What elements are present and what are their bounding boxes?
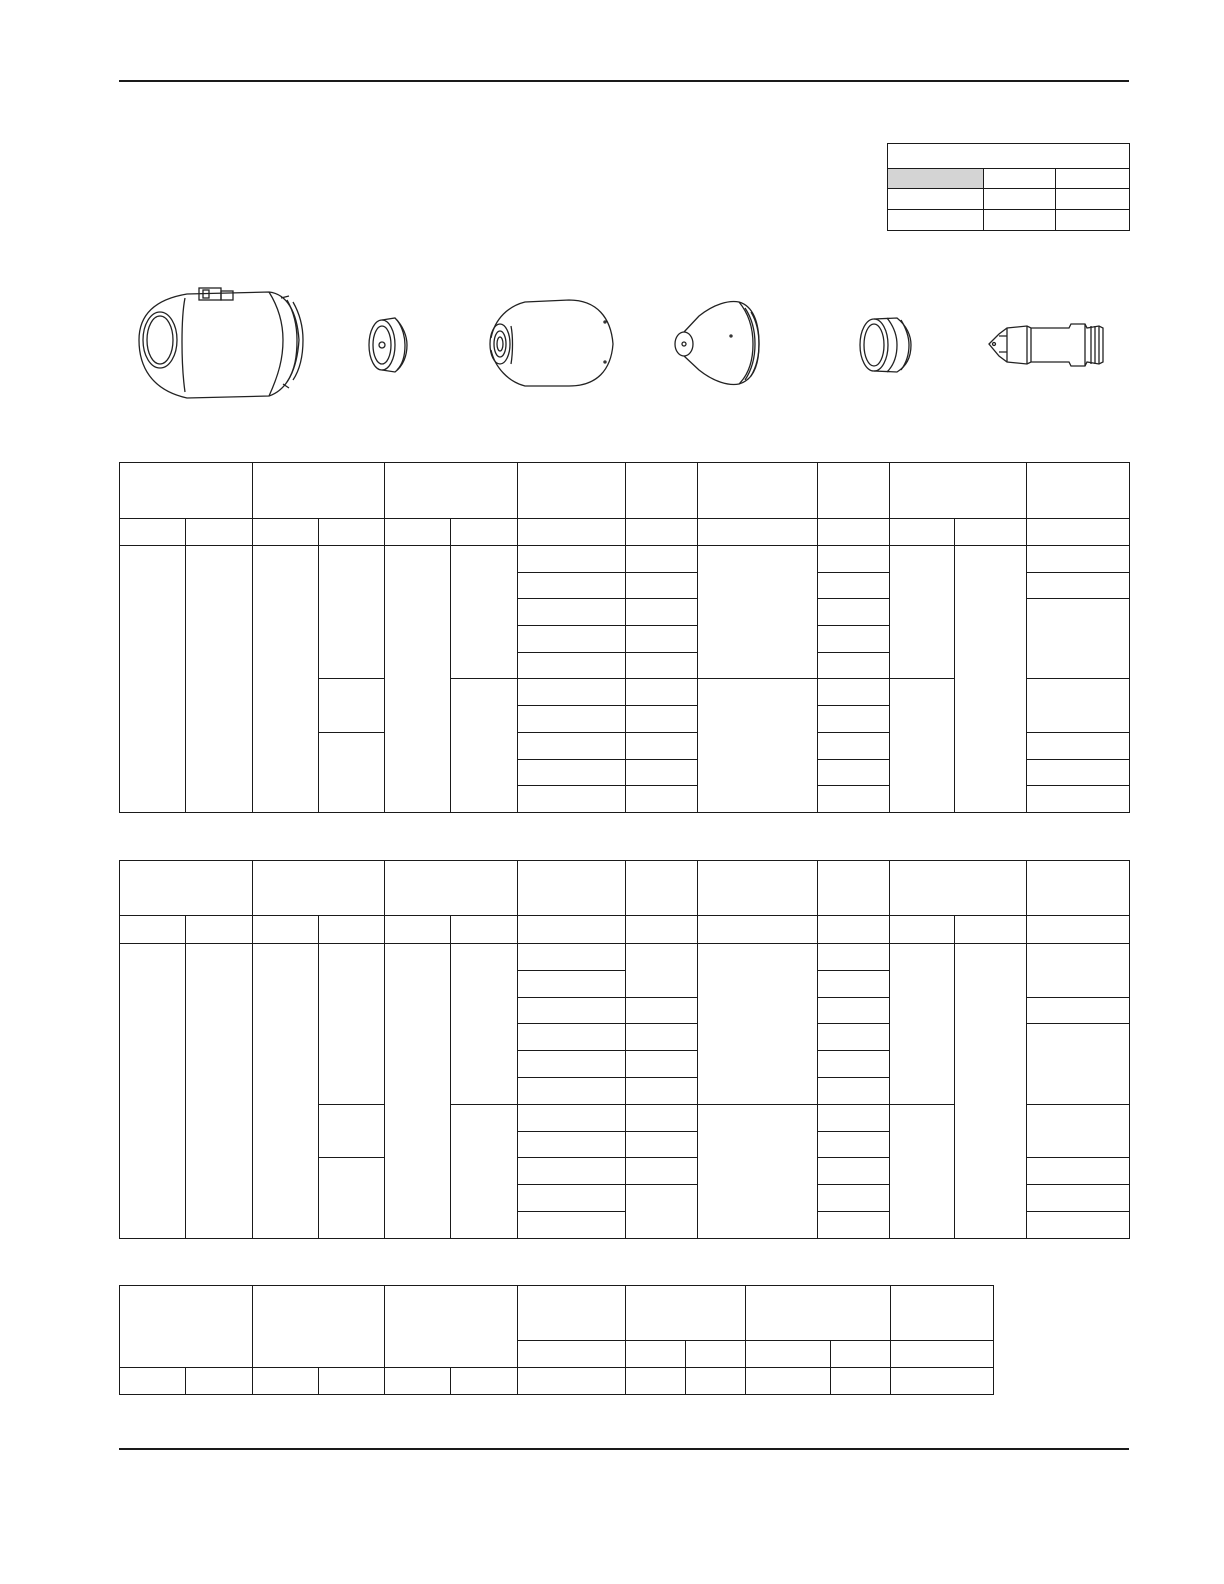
- legend-cell: [1056, 169, 1130, 189]
- header-cell: [1027, 861, 1130, 916]
- subheader-cell: [955, 916, 1027, 944]
- data-cell: [818, 970, 890, 997]
- data-cell: [626, 599, 698, 626]
- shield-cap-icon: [369, 318, 407, 372]
- data-cell: [319, 1368, 385, 1395]
- data-cell: [890, 944, 955, 1105]
- data-cell: [818, 1158, 890, 1185]
- data-cell: [698, 679, 818, 812]
- data-cell: [890, 679, 955, 812]
- data-cell: [831, 1368, 891, 1395]
- data-cell: [120, 546, 186, 813]
- legend-cell: [984, 189, 1056, 210]
- header-cell: [120, 861, 253, 916]
- data-cell: [626, 759, 698, 786]
- subheader-cell: [818, 519, 890, 546]
- data-cell: [818, 679, 890, 706]
- retaining-cap-icon: [490, 300, 613, 386]
- subheader-cell: [698, 916, 818, 944]
- shield-icon: [139, 288, 303, 398]
- data-cell: [818, 997, 890, 1024]
- data-cell: [626, 652, 698, 679]
- subheader-cell: [518, 519, 626, 546]
- legend-table-title: [888, 144, 1130, 169]
- legend-cell: [984, 169, 1056, 189]
- data-cell: [385, 944, 451, 1239]
- data-cell: [518, 1211, 626, 1238]
- data-cell: [253, 944, 319, 1239]
- data-cell: [890, 546, 955, 679]
- data-cell: [253, 546, 319, 813]
- data-cell: [818, 1077, 890, 1104]
- data-cell: [626, 1158, 698, 1185]
- data-cell: [518, 1131, 626, 1158]
- data-cell: [698, 546, 818, 679]
- data-cell: [1027, 1211, 1130, 1238]
- subheader-cell: [385, 519, 451, 546]
- data-cell: [518, 1104, 626, 1131]
- header-cell: [890, 463, 1027, 519]
- header-cell: [385, 861, 518, 916]
- data-cell: [818, 786, 890, 813]
- data-cell: [1027, 944, 1130, 998]
- data-cell: [818, 652, 890, 679]
- data-cell: [1027, 679, 1130, 732]
- subheader-cell: [319, 519, 385, 546]
- data-cell: [626, 732, 698, 759]
- data-cell: [451, 679, 518, 812]
- data-cell: [626, 546, 698, 573]
- data-cell: [319, 944, 385, 1105]
- legend-cell: [888, 210, 984, 231]
- header-cell: [626, 1286, 746, 1341]
- subheader-cell: [626, 1341, 686, 1368]
- data-cell: [818, 1131, 890, 1158]
- data-cell: [955, 546, 1027, 813]
- header-cell: [1027, 463, 1130, 519]
- data-cell: [818, 944, 890, 971]
- header-cell: [818, 463, 890, 519]
- data-cell: [451, 944, 518, 1105]
- data-cell: [385, 1368, 451, 1395]
- data-cell: [890, 1104, 955, 1238]
- data-cell: [518, 1077, 626, 1104]
- data-cell: [253, 1368, 319, 1395]
- data-cell: [518, 786, 626, 813]
- data-cell: [626, 1368, 686, 1395]
- subheader-cell: [451, 519, 518, 546]
- data-cell: [626, 997, 698, 1024]
- header-cell: [698, 861, 818, 916]
- data-cell: [818, 572, 890, 599]
- data-cell: [319, 732, 385, 812]
- data-cell: [626, 1051, 698, 1078]
- legend-cell: [1056, 210, 1130, 231]
- data-cell: [818, 1024, 890, 1051]
- subheader-cell: [120, 519, 186, 546]
- data-cell: [518, 1368, 626, 1395]
- header-cell: [385, 1286, 518, 1368]
- data-cell: [818, 732, 890, 759]
- data-cell: [518, 759, 626, 786]
- subheader-cell: [626, 916, 698, 944]
- data-cell: [451, 1368, 518, 1395]
- subheader-cell: [818, 916, 890, 944]
- data-cell: [1027, 786, 1130, 813]
- subheader-cell: [1027, 916, 1130, 944]
- data-cell: [120, 944, 186, 1239]
- subheader-cell: [831, 1341, 891, 1368]
- cut-chart-table-1: [119, 462, 1130, 813]
- data-cell: [1027, 1185, 1130, 1212]
- header-cell: [518, 463, 626, 519]
- subheader-cell: [385, 916, 451, 944]
- subheader-cell: [698, 519, 818, 546]
- data-cell: [818, 1185, 890, 1212]
- data-cell: [518, 732, 626, 759]
- data-cell: [626, 1104, 698, 1131]
- subheader-cell: [451, 916, 518, 944]
- data-cell: [626, 1024, 698, 1051]
- header-cell: [626, 463, 698, 519]
- parts-drawing: [119, 278, 1129, 408]
- subheader-cell: [253, 916, 319, 944]
- data-cell: [818, 759, 890, 786]
- subheader-cell: [955, 519, 1027, 546]
- data-cell: [626, 706, 698, 733]
- header-cell: [385, 463, 518, 519]
- data-cell: [451, 1104, 518, 1238]
- swirl-ring-icon: [860, 318, 911, 372]
- subheader-cell: [186, 519, 253, 546]
- data-cell: [955, 944, 1027, 1239]
- data-cell: [518, 970, 626, 997]
- subheader-cell: [1027, 519, 1130, 546]
- nozzle-icon: [675, 302, 759, 385]
- data-cell: [626, 1131, 698, 1158]
- data-cell: [518, 599, 626, 626]
- subheader-cell: [890, 519, 955, 546]
- data-cell: [518, 944, 626, 971]
- data-cell: [186, 1368, 253, 1395]
- header-cell: [253, 861, 385, 916]
- legend-cell: [888, 189, 984, 210]
- data-cell: [319, 1158, 385, 1238]
- data-cell: [818, 546, 890, 573]
- data-cell: [1027, 759, 1130, 786]
- header-cell: [120, 1286, 253, 1368]
- data-cell: [1027, 732, 1130, 759]
- data-cell: [698, 1104, 818, 1238]
- data-cell: [186, 546, 253, 813]
- subheader-cell: [253, 519, 319, 546]
- header-cell: [518, 1286, 626, 1341]
- header-cell: [518, 861, 626, 916]
- subheader-cell: [890, 916, 955, 944]
- subheader-cell: [120, 916, 186, 944]
- data-cell: [818, 626, 890, 653]
- legend-table: [887, 143, 1130, 231]
- electrode-icon: [989, 324, 1103, 366]
- data-cell: [518, 679, 626, 706]
- data-cell: [518, 1051, 626, 1078]
- footer-rule: [119, 1448, 1129, 1450]
- data-cell: [746, 1368, 831, 1395]
- data-cell: [518, 572, 626, 599]
- data-cell: [818, 599, 890, 626]
- data-cell: [626, 572, 698, 599]
- data-cell: [626, 626, 698, 653]
- subheader-cell: [626, 519, 698, 546]
- data-cell: [518, 1185, 626, 1212]
- header-cell: [626, 861, 698, 916]
- data-cell: [518, 626, 626, 653]
- data-cell: [1027, 997, 1130, 1024]
- legend-cell: [984, 210, 1056, 231]
- data-cell: [186, 944, 253, 1239]
- data-cell: [626, 944, 698, 998]
- subheader-cell: [518, 1341, 626, 1368]
- data-cell: [626, 1077, 698, 1104]
- subheader-cell: [186, 916, 253, 944]
- data-cell: [818, 706, 890, 733]
- consumable-parts-illustration: [119, 278, 1129, 408]
- header-cell: [891, 1286, 994, 1341]
- data-cell: [518, 1158, 626, 1185]
- header-rule: [119, 80, 1129, 82]
- data-cell: [626, 679, 698, 706]
- header-cell: [253, 1286, 385, 1368]
- subheader-cell: [891, 1341, 994, 1368]
- data-cell: [1027, 1024, 1130, 1104]
- data-cell: [1027, 1158, 1130, 1185]
- data-cell: [120, 1368, 186, 1395]
- data-cell: [319, 546, 385, 679]
- data-cell: [319, 1104, 385, 1158]
- data-cell: [518, 1024, 626, 1051]
- legend-cell: [888, 169, 984, 189]
- data-cell: [1027, 572, 1130, 599]
- data-cell: [626, 786, 698, 813]
- data-cell: [451, 546, 518, 679]
- subheader-cell: [746, 1341, 831, 1368]
- data-cell: [518, 706, 626, 733]
- subheader-cell: [518, 916, 626, 944]
- data-cell: [1027, 546, 1130, 573]
- cut-chart-table-3: [119, 1285, 994, 1395]
- cut-chart-table-2: [119, 860, 1130, 1239]
- data-cell: [698, 944, 818, 1105]
- data-cell: [518, 997, 626, 1024]
- subheader-cell: [319, 916, 385, 944]
- header-cell: [120, 463, 253, 519]
- data-cell: [1027, 1104, 1130, 1158]
- header-cell: [746, 1286, 891, 1341]
- data-cell: [385, 546, 451, 813]
- header-cell: [890, 861, 1027, 916]
- legend-cell: [1056, 189, 1130, 210]
- data-cell: [626, 1185, 698, 1239]
- data-cell: [818, 1211, 890, 1238]
- data-cell: [319, 679, 385, 732]
- subheader-cell: [686, 1341, 746, 1368]
- data-cell: [518, 546, 626, 573]
- data-cell: [518, 652, 626, 679]
- data-cell: [818, 1104, 890, 1131]
- data-cell: [818, 1051, 890, 1078]
- data-cell: [1027, 599, 1130, 679]
- header-cell: [698, 463, 818, 519]
- data-cell: [686, 1368, 746, 1395]
- data-cell: [891, 1368, 994, 1395]
- header-cell: [253, 463, 385, 519]
- header-cell: [818, 861, 890, 916]
